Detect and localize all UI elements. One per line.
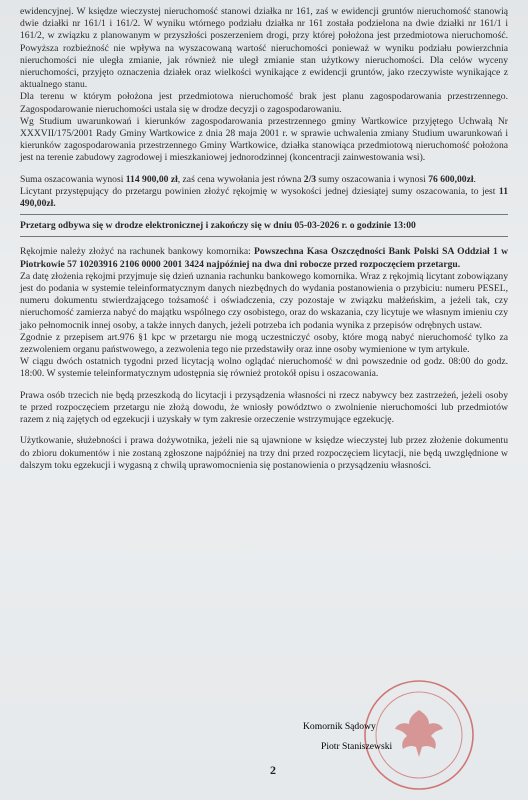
bank-account-details: Powszechna Kasa Oszczędności Bank Polski SA Oddział 1 w Piotrkowie 57 10203916 2106 0000 2001 3424 najpóźniej na dwa dni robocze przed rozpoczęciem przetargu. bbox=[20, 246, 509, 270]
paragraph-zoning-plan: Dla terenu w którym położona jest przedmiotowa nieruchomość brak jest planu zagospodarowania przestrzennego. Zagospodarowanie nieruchomości ustala się w drodze decyzji o zagospodarowaniu. bbox=[20, 91, 508, 115]
paragraph-land-registry: ewidencyjnej. W księdze wieczystej nieruchomość stanowi działka nr 161, zaś w ewidencji gruntów nieruchomość stanowią dwie działki nr 161/1 i 161/2. W wyniku wtórnego podziału działka nr 161 została podzielona na dwie działki nr 161/1 i 161/2, w związku z planowanym w przyszłości poszerzeniem drogi, przy której położona jest przedmiotowa nieruchomość. Powyższa rozbieżność nie wpływa na wyszacowaną wartość nieruchomości ponieważ w wyniku podziału powierzchnia nieruchomości nie uległa zmianie, jak również nie uległ zmianie stan użytkowy nieruchomości. Dla celów wyceny nieruchomości, przyjęto oznaczenia działek oraz wielkości wynikające z ewidencji gruntów, jako rzeczywiste wynikające z aktualnego stanu. bbox=[20, 6, 508, 91]
valuation-fraction: 2/3 bbox=[303, 173, 317, 185]
document-body bbox=[20, 6, 508, 472]
paragraph-third-party-rights: Prawa osób trzecich nie będą przeszkodą do licytacji i przysądzenia własności ni rzecz nabywcy bez zastrzeżeń, jeżeli osoby te przed rozpoczęciem przetargu nie złożą dowodu, że wniosły powództwo o zwolnienie nieruchomości lub przedmiotów razem z nią zajętych od egzekucji i uzyskały w tym zakresie orzeczenie wstrzymujące egzekucję. bbox=[20, 389, 508, 426]
signature-title: Komornik Sądowy bbox=[303, 721, 376, 732]
signature-name: Piotr Staniszewski bbox=[321, 741, 393, 752]
paragraph-deposit: Licytant przystępujący do przetargu powinien złożyć rękojmię w wysokości jednej dziesiątej sumy oszacowania, to jest 11 490,00zł. bbox=[20, 185, 508, 210]
auction-date-heading: Przetarg odbywa się w drodze elektronicznej i zakończy się w dniu 05-03-2026 r. o godzinie 13:00 bbox=[20, 220, 416, 232]
paragraph-deposit-date: Za datę złożenia rękojmi przyjmuje się dzień uznania rachunku bankowego komornika. Wraz z rękojmią licytant zobowiązany jest do podania w systemie teleinformatycznym danych niezbędnych do wydania postanowienia o przybiciu: numeru PESEL, numeru dokumentu stwierdzającego tożsamość i oświadczenia, czy pozostaje w związku małżeńskim, a jeżeli tak, czy nieruchomość zamierza nabyć do majątku wspólnego czy osobistego, oraz do wskazania, czy licytuje we własnym imieniu czy jako pełnomocnik innej osoby, a także innych danych, jeżeli potrzeba ich podania wynika z przepisów odrębnych ustaw. bbox=[20, 270, 508, 331]
page-number: 2 bbox=[270, 763, 276, 777]
deposit-amount: 11 490,00zł. bbox=[20, 185, 508, 210]
valuation-amount: 114 900,00 zł bbox=[125, 173, 178, 185]
paragraph-study: Wg Studium uwarunkowań i kierunków zagospodarowania przestrzennego gminy Wartkowice przyjętego Uchwałą Nr XXXVII/175/2001 Rady Gminy Wartkowice z dnia 28 maja 2001 r. w sprawie uchwalenia zmiany Studium uwarunkowań i kierunków zagospodarowania przestrzennego Gminy Wartkowice, działka stanowiąca przedmiotową nieruchomość położona jest na terenie zabudowy zagrodowej i mieszkaniowej jednorodzinnej (koncentracji zainwestowania wsi). bbox=[20, 115, 508, 164]
paragraph-viewing: W ciągu dwóch ostatnich tygodni przed licytacją wolno oglądać nieruchomość w dni powszednie od godz. 08:00 do godz. 18:00. W systemie teleinformatycznym udostępnia się również protokół opisu i oszacowania. bbox=[20, 356, 508, 380]
starting-price: 76 600,00zł bbox=[428, 173, 474, 185]
paragraph-valuation: Suma oszacowania wynosi 114 900,00 zł, zaś cena wywołania jest równa 2/3 sumy oszacowania i wynosi 76 600,00zł. bbox=[20, 173, 476, 185]
official-stamp bbox=[360, 676, 478, 794]
paragraph-article-976: Zgodnie z przepisem art.976 §1 kpc w przetargu nie mogą uczestniczyć osoby, które mogą nabyć nieruchomość tylko za zezwoleniem organu państwowego, a zezwolenia tego nie przedstawiły oraz inne osoby wymienione w tym artykule. bbox=[20, 331, 508, 356]
paragraph-bank-account: Rękojmie należy złożyć na rachunek bankowy komornika: Powszechna Kasa Oszczędności Bank Polski SA Oddział 1 w Piotrkowie 57 10203916 2106 0000 2001 3424 najpóźniej na dwa dni robocze przed rozpoczęciem przetargu. bbox=[20, 246, 509, 270]
paragraph-usufruct: Użytkowanie, służebności i prawa dożywotnika, jeżeli nie są ujawnione w księdze wieczystej lub przez złożenie dokumentu do zbioru dokumentów i nie zostaną zgłoszone najpóźniej na trzy dni przed rozpoczęciem licytacji, nie będą uwzględnione w dalszym toku egzekucji i wygasną z chwilą uprawomocnienia się postanowienia o przysądzeniu własności. bbox=[20, 435, 508, 471]
